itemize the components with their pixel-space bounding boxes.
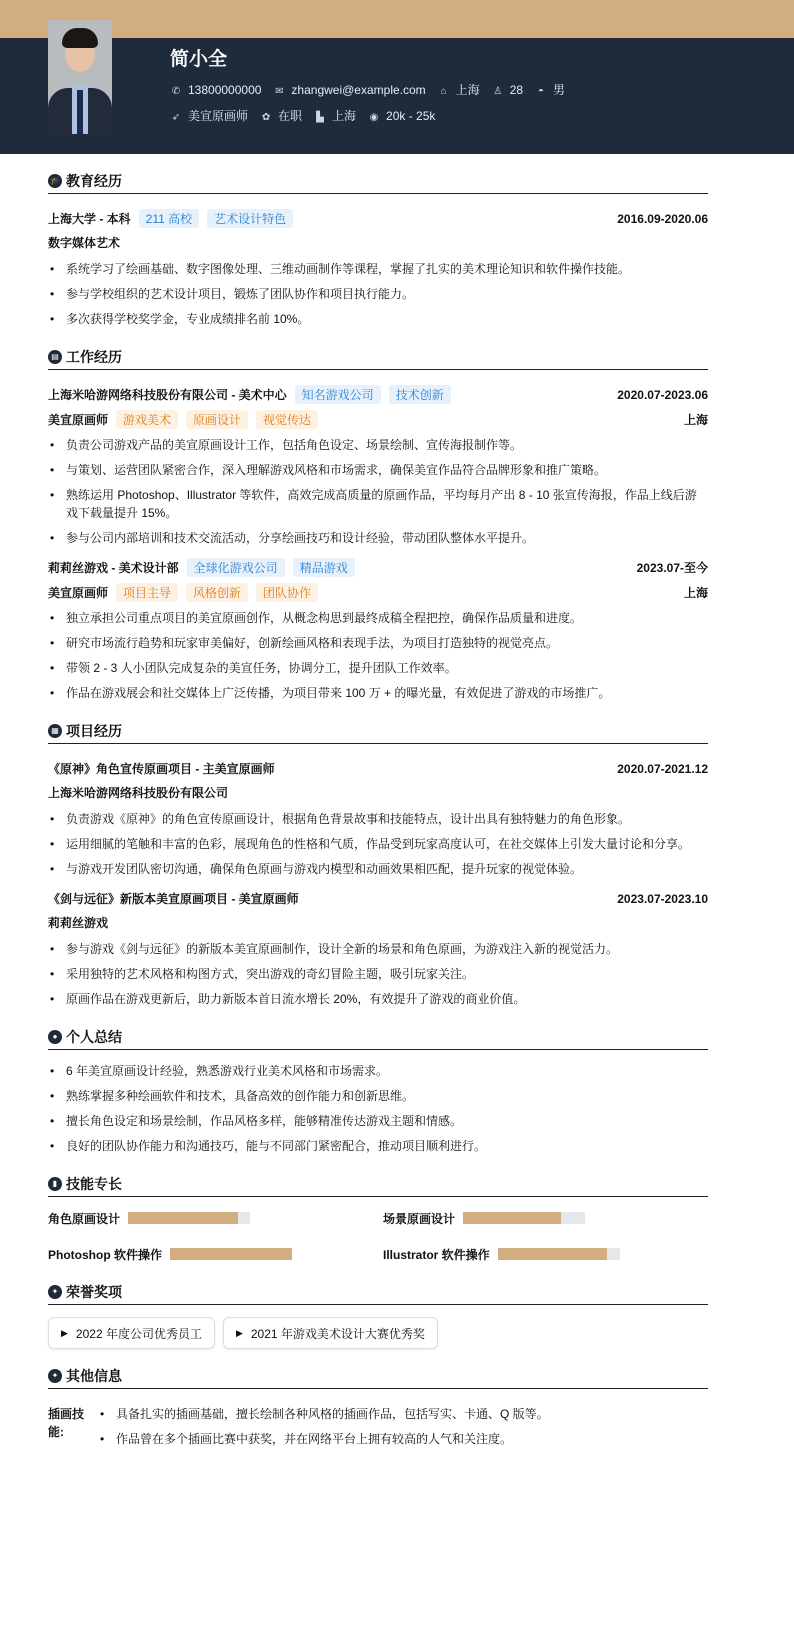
- role: 美宣原画师: [48, 586, 109, 600]
- bullet: • 负责游戏《原神》的角色宣传原画设计，根据角色背景故事和技能特点，设计出具有独特魅力的角色形象。: [48, 810, 708, 828]
- awards-section: [48, 1281, 708, 1349]
- section-title: 项目经历: [66, 722, 122, 739]
- skill-item: [383, 1209, 708, 1227]
- bullet: • 参与游戏《剑与远征》的新版本美宣原画制作，设计全新的场景和角色原画，为游戏注入新的视觉活力。: [48, 940, 708, 958]
- skill-item: [383, 1245, 708, 1263]
- bullet: • 负责公司游戏产品的美宣原画设计工作，包括角色设定、场景绘制、宣传海报制作等。: [48, 436, 708, 454]
- section-title: 工作经历: [66, 348, 122, 365]
- award-item: [223, 1317, 438, 1349]
- bullet: • 6 年美宣原画设计经验，熟悉游戏行业美术风格和市场需求。: [48, 1062, 708, 1080]
- skills-section: [48, 1173, 708, 1263]
- skill-bar-fill: [128, 1212, 238, 1224]
- skill-name: Photoshop 软件操作: [48, 1247, 162, 1262]
- graduation-cap-icon: 🎓: [48, 174, 62, 188]
- phone: 13800000000: [188, 82, 262, 97]
- bullet: • 作品在游戏展会和社交媒体上广泛传播，为项目带来 100 万 + 的曝光量，有效促进了游戏的市场推广。: [48, 684, 708, 702]
- award-icon: ✦: [48, 1285, 62, 1299]
- skill-name: 角色原画设计: [48, 1211, 121, 1226]
- bullet: • 良好的团队协作能力和沟通技巧，能与不同部门紧密配合，推动项目顺利进行。: [48, 1137, 708, 1155]
- bullet: • 研究市场流行趋势和玩家审美偏好，创新绘画风格和表现手法，为项目打造独特的视觉亮点。: [48, 634, 708, 652]
- contact-row: [170, 81, 565, 98]
- tag: 风格创新: [186, 583, 248, 602]
- briefcase-icon: ▤: [48, 350, 62, 364]
- avatar-photo: [48, 20, 112, 134]
- grid-icon: ▦: [48, 724, 62, 738]
- info-icon: ✦: [48, 1369, 62, 1383]
- candidate-name: 简小全: [170, 49, 228, 70]
- status-icon: ✿: [261, 112, 271, 123]
- gender: 男: [553, 83, 566, 97]
- project-name: 《剑与远征》新版本美宣原画项目 - 美宣原画师: [48, 892, 299, 906]
- header-accent-band: [0, 0, 794, 38]
- award-label: 2022 年度公司优秀员工: [75, 1326, 202, 1341]
- work-section: [48, 346, 708, 702]
- tag: 艺术设计特色: [207, 209, 293, 228]
- location: 上海: [455, 83, 480, 97]
- job-intent-row: [170, 107, 435, 124]
- triangle-icon: ▶: [235, 1327, 243, 1338]
- date: 2016.09-2020.06: [617, 211, 708, 226]
- city: 上海: [332, 109, 357, 123]
- date: 2020.07-2023.06: [617, 387, 708, 402]
- bullet: • 作品曾在多个插画比赛中获奖，并在网络平台上拥有较高的人气和关注度。: [98, 1430, 708, 1448]
- section-title: 个人总结: [66, 1028, 122, 1045]
- award-label: 2021 年游戏美术设计大赛优秀奖: [250, 1326, 425, 1341]
- phone-icon: ✆: [171, 85, 181, 97]
- bullet: • 原画作品在游戏更新后，助力新版本首日流水增长 20%，有效提升了游戏的商业价值。: [48, 990, 708, 1008]
- position: 美宣原画师: [188, 109, 249, 123]
- bullet: • 具备扎实的插画基础，擅长绘制各种风格的插画作品，包括写实、卡通、Q 版等。: [98, 1405, 708, 1423]
- job-entry: [48, 555, 708, 702]
- other-label: 插画技能:: [48, 1407, 85, 1439]
- company: 莉莉丝游戏 - 美术设计部: [48, 561, 179, 575]
- bullet: • 系统学习了绘画基础、数字图像处理、三维动画制作等课程，掌握了扎实的美术理论知识和软件操作技能。: [48, 260, 708, 278]
- skill-item: [48, 1245, 383, 1263]
- bullet: • 与策划、运营团队紧密合作，深入理解游戏风格和市场需求，确保美宣作品符合品牌形象和推广策略。: [48, 461, 708, 479]
- section-title: 其他信息: [66, 1367, 122, 1384]
- school: 上海大学 - 本科: [48, 212, 131, 226]
- bullet: • 熟练掌握多种绘画软件和技术，具备高效的创作能力和创新思维。: [48, 1087, 708, 1105]
- project-entry: [48, 756, 708, 878]
- city: 上海: [683, 413, 708, 427]
- org: 上海米哈游网络科技股份有限公司: [48, 786, 229, 800]
- tag: 技术创新: [389, 385, 451, 404]
- salary: 20k - 25k: [386, 108, 436, 123]
- summary-section: [48, 1026, 708, 1155]
- skill-bar: [170, 1248, 292, 1260]
- role: 美宣原画师: [48, 413, 109, 427]
- skill-item: [48, 1209, 383, 1227]
- tag: 原画设计: [186, 410, 248, 429]
- tag: 全球化游戏公司: [187, 558, 285, 577]
- skill-bar: [498, 1248, 620, 1260]
- date: 2020.07-2021.12: [617, 761, 708, 776]
- org: 莉莉丝游戏: [48, 916, 109, 930]
- date: 2023.07-至今: [636, 561, 708, 575]
- major: 数字媒体艺术: [48, 236, 121, 250]
- bullet: • 参与学校组织的艺术设计项目，锻炼了团队协作和项目执行能力。: [48, 285, 708, 303]
- project-entry: [48, 886, 708, 1008]
- status: 在职: [278, 109, 303, 123]
- city: 上海: [683, 586, 708, 600]
- bullet: • 多次获得学校奖学金，专业成绩排名前 10%。: [48, 310, 708, 328]
- tag: 知名游戏公司: [295, 385, 381, 404]
- skill-bar: [128, 1212, 250, 1224]
- section-title: 技能专长: [66, 1175, 122, 1192]
- section-title: 荣誉奖项: [66, 1283, 122, 1300]
- triangle-icon: ▶: [61, 1327, 68, 1338]
- job-entry: [48, 382, 708, 547]
- skill-bar-fill: [463, 1212, 561, 1224]
- user-icon: ●: [48, 1030, 62, 1044]
- tag: 游戏美术: [116, 410, 178, 429]
- project-name: 《原神》角色宣传原画项目 - 主美宣原画师: [48, 762, 275, 776]
- bullet: • 熟练运用 Photoshop、Illustrator 等软件，高效完成高质量的原画作品，平均每月产出 8 - 10 张宣传海报，作品上线后游戏下载量提升 15%。: [48, 486, 708, 522]
- skill-name: 场景原画设计: [383, 1211, 456, 1226]
- tag: 团队协作: [256, 583, 318, 602]
- skill-bar-fill: [498, 1248, 608, 1260]
- award-item: [48, 1317, 215, 1349]
- skill-bar: [463, 1212, 585, 1224]
- tag: 项目主导: [116, 583, 178, 602]
- bullet: • 独立承担公司重点项目的美宣原画创作，从概念构思到最终成稿全程把控，确保作品质量和进度。: [48, 609, 708, 627]
- email: zhangwei@example.com: [291, 82, 426, 97]
- tag: 精品游戏: [293, 558, 355, 577]
- bullet: • 参与公司内部培训和技术交流活动，分享绘画技巧和设计经验，带动团队整体水平提升。: [48, 529, 708, 547]
- projects-section: [48, 720, 708, 1008]
- email-icon: ✉: [275, 85, 284, 97]
- skill-bar-fill: [170, 1248, 292, 1260]
- gender-icon: ◓: [538, 86, 545, 97]
- building-icon: ▙: [316, 112, 324, 123]
- other-section: [48, 1365, 708, 1455]
- education-section: [48, 170, 708, 328]
- tag: 视觉传达: [256, 410, 318, 429]
- bullet: • 运用细腻的笔触和丰富的色彩，展现角色的性格和气质，作品受到玩家高度认可，在社交媒体上引发大量讨论和分享。: [48, 835, 708, 853]
- salary-icon: ◉: [369, 111, 379, 123]
- send-icon: ➶: [171, 112, 181, 123]
- bullet: • 擅长角色设定和场景绘制，作品风格多样，能够精准传达游戏主题和情感。: [48, 1112, 708, 1130]
- bullet: • 与游戏开发团队密切沟通，确保角色原画与游戏内模型和动画效果相匹配，提升玩家的视觉体验。: [48, 860, 708, 878]
- home-icon: ⌂: [440, 86, 447, 97]
- date: 2023.07-2023.10: [617, 891, 708, 906]
- bullet: • 采用独特的艺术风格和构图方式，突出游戏的奇幻冒险主题，吸引玩家关注。: [48, 965, 708, 983]
- bullet: • 带领 2 - 3 人小团队完成复杂的美宣任务，协调分工，提升团队工作效率。: [48, 659, 708, 677]
- company: 上海米哈游网络科技股份有限公司 - 美术中心: [48, 388, 287, 402]
- chart-icon: ▮: [48, 1177, 62, 1191]
- age-icon: ♙: [493, 85, 503, 97]
- tag: 211 高校: [139, 209, 199, 228]
- age: 28: [509, 82, 524, 97]
- section-title: 教育经历: [66, 172, 122, 189]
- skill-name: Illustrator 软件操作: [383, 1247, 490, 1262]
